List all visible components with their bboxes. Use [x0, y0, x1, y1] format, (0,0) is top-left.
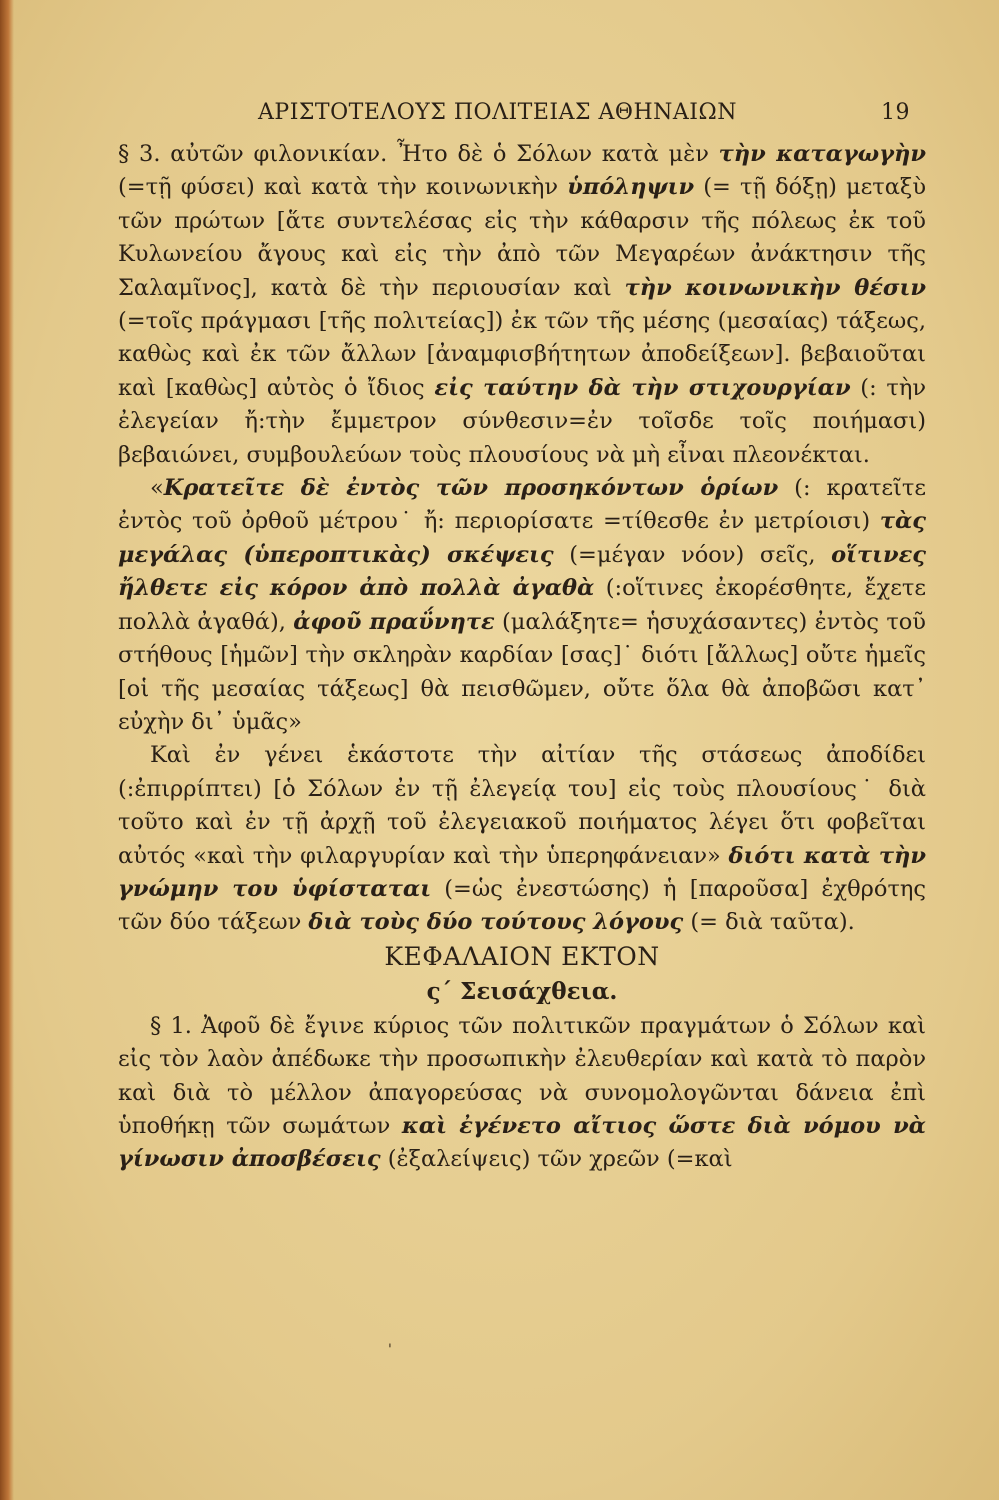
emphasis-run: τὴν κοινωνικὴν θέσιν	[624, 274, 926, 301]
text-run: (=τῇ φύσει) καὶ κατὰ τὴν κοινωνικὴν	[118, 174, 568, 201]
footer-mark: '	[388, 1342, 392, 1358]
emphasis-run: τὴν καταγωγὴν	[718, 141, 926, 167]
emphasis-run: καὶ ἐγένετο αἴτιος ὥστε διὰ νόμου νὰ γίνωσιν ἀποσβέσεις	[118, 1112, 926, 1173]
text-run: (: κρατεῖτε ἐντὸς τοῦ ὀρθοῦ μέτρου˙ ἤ: περιορίσατε =τίθεσθε ἐν μετρίοισι)	[118, 475, 926, 535]
text-run: (: τὴν ἐλεγείαν ἤ:τὴν ἔμμετρον σύνθεσιν=ἐν τοῖσδε τοῖς ποιήμασι) βεβαιώνει, συμβουλεύων τοὺς πλουσίους νὰ μὴ εἶναι πλεονέκται.	[118, 374, 927, 468]
paragraph-2-quote	[118, 472, 926, 739]
text-run: § 1. Ἀφοῦ δὲ ἔγινε κύριος τῶν πολιτικῶν πραγμάτων ὁ Σόλων καὶ εἰς τὸν λαὸν ἀπέδωκε τὴν προσωπικὴν ἐλευθερίαν καὶ κατὰ τὸ παρὸν καὶ διὰ τὸ μέλλον ἀπαγορεύσας νὰ συνομολογῶνται δάνεια ἐπὶ ὑποθήκῃ τῶν σωμάτων	[118, 1012, 926, 1139]
chapter-title: ΚΕΦΑΛΑΙΟΝ ΕΚΤΟΝ	[384, 941, 660, 971]
text-run: (ἐξαλείψεις) τῶν χρεῶν (=καὶ	[380, 1146, 733, 1173]
text-run: «	[150, 475, 164, 502]
paragraph-4	[118, 1010, 926, 1177]
paragraph-3	[118, 739, 926, 939]
text-run: (μαλάξητε= ἡσυχάσαντες) ἐντὸς τοῦ στήθους [ἡμῶν] τὴν σκληρὰν καρδίαν [σας]˙ διότι [ἄλλως] οὔτε ἡμεῖς [οἱ τῆς μεσαίας τάξεως] θὰ πεισθῶμεν, οὔτε ὅλα θὰ ἀποβῶσι κατ᾽ εὐχὴν δι᾽ ὑμᾶς»	[118, 608, 926, 735]
emphasis-run: τὰς μεγάλας (ὑπεροπτικὰς) σκέψεις	[118, 508, 926, 568]
text-run: (=τοῖς πράγμασι [τῆς πολιτείας]) ἐκ τῶν τῆς μέσης (μεσαίας) τάξεως, καθὼς καὶ ἐκ τῶν ἄλλων [ἀναμφισβήτητων ἀποδείξεων]. βεβαιοῦται καὶ [καθὼς] αὐτὸς ὁ ἴδιος	[118, 308, 926, 401]
emphasis-run: διότι κατὰ τὴν γνώμην του ὑφίσταται	[118, 842, 927, 902]
emphasis-run: ἀφοῦ πραΰνητε	[293, 608, 495, 635]
text-run: (=ὡς ἐνεστώσης) ἡ [παροῦσα] ἐχθρότης τῶν δύο τάξεων	[118, 875, 926, 936]
paragraph-1	[118, 138, 926, 472]
text-run: (=μέγαν νόον) σεῖς,	[553, 541, 832, 568]
emphasis-run: διὰ τοὺς δύο τούτους λόγους	[308, 909, 684, 936]
emphasis-run: εἰς ταύτην δὰ τὴν στιχουργίαν	[434, 374, 851, 401]
text-run: Καὶ ἐν γένει ἑκάστοτε τὴν αἰτίαν τῆς στάσεως ἀποδίδει (:ἐπιρρίπτει) [ὁ Σόλων ἐν τῇ ἐλεγείᾳ του] εἰς τοὺς πλουσίους˙ διὰ τοῦτο καὶ ἐν τῇ ἀρχῇ τοῦ ἐλεγειακοῦ ποιήματος λέγει ὅτι φοβεῖται αὐτός «καὶ τὴν φιλαργυρίαν καὶ τὴν ὑπερηφάνειαν»	[118, 742, 926, 869]
text-run: (:οἵτινες ἐκορέσθητε, ἔχετε πολλὰ ἀγαθά),	[118, 575, 926, 635]
emphasis-run: Κρατεῖτε δὲ ἐντὸς τῶν προσηκόντων ὁρίων	[163, 475, 779, 502]
text-run: (= διὰ ταῦτα).	[683, 909, 855, 936]
chapter-subtitle: ς´ Σεισάχθεια.	[426, 977, 618, 1005]
page-edge-shadow	[0, 0, 14, 1500]
running-title: ΑΡΙΣΤΟΤΕΛΟΥΣ ΠΟΛΙΤΕΙΑΣ ΑΘΗΝΑΙΩΝ	[258, 100, 737, 125]
emphasis-run: ὑπόληψιν	[567, 174, 695, 201]
body-text	[118, 138, 926, 1177]
text-run: (= τῇ δόξῃ) μεταξὺ τῶν πρώτων [ἅτε συντελέσας εἰς τὴν κάθαρσιν τῆς πόλεως ἐκ τοῦ Κυλωνείου ἄγους καὶ εἰς τὴν ἀπὸ τῶν Μεγαρέων ἀνάκτησιν τῆς Σαλαμῖνος], κατὰ δὲ τὴν περιουσίαν καὶ	[118, 174, 927, 301]
emphasis-run: οἵτινες ἤλθετε εἰς κόρον ἀπὸ πολλὰ ἀγαθὰ	[118, 541, 926, 602]
text-run: § 3. αὐτῶν φιλονικίαν. Ἦτο δὲ ὁ Σόλων κατὰ μὲν	[118, 141, 719, 167]
page-number: 19	[881, 100, 910, 125]
